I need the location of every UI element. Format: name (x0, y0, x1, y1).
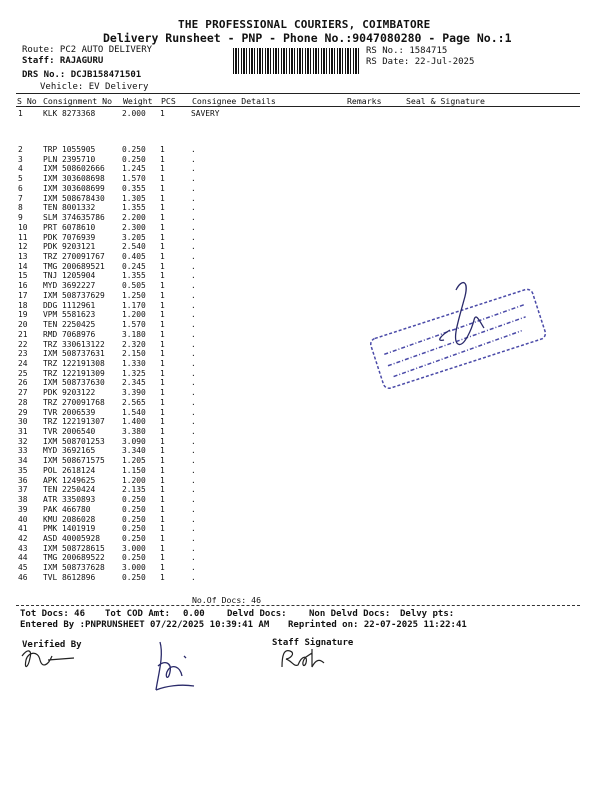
tot-cod-amount: 0.00 (183, 609, 205, 619)
col-seal: Seal & Signature (406, 96, 485, 106)
cell-weight: 0.505 (122, 281, 146, 291)
cell-cons: PAK 466780 (43, 504, 91, 514)
barcode-image (233, 48, 359, 74)
cell-consignee: . (191, 174, 196, 184)
cell-sno: 9 (18, 213, 23, 223)
cell-weight: 0.245 (122, 261, 146, 271)
cell-cons: ASD 40005928 (43, 534, 101, 543)
cell-cons: TNJ 1205904 (43, 271, 96, 281)
cell-pcs: 1 (160, 290, 165, 300)
cell-consignee: . (191, 485, 196, 495)
cell-weight: 3.340 (122, 446, 146, 456)
cell-consignee: . (191, 495, 196, 505)
cell-weight: 3.380 (122, 427, 146, 437)
cell-weight: 1.570 (122, 320, 146, 330)
cell-consignee: . (191, 164, 196, 174)
rs-number: RS No.: 1584715 (366, 46, 448, 56)
cell-sno: 44 (18, 553, 28, 563)
cell-pcs: 1 (160, 475, 165, 485)
cell-sno: 22 (18, 339, 28, 349)
cell-weight: 0.250 (122, 572, 146, 582)
cell-weight: 2.150 (122, 349, 146, 359)
cell-pcs: 1 (160, 183, 165, 193)
cell-consignee: . (191, 514, 196, 524)
cell-weight: 1.170 (122, 300, 146, 310)
cell-sno: 19 (18, 310, 28, 320)
cell-consignee: . (191, 397, 196, 407)
cell-cons: PLN 2395710 (43, 154, 96, 164)
cell-weight: 2.320 (122, 339, 146, 349)
cell-consignee: . (191, 465, 196, 475)
cell-weight: 0.250 (122, 154, 146, 164)
cell-weight: 2.300 (122, 222, 146, 232)
cell-consignee: . (191, 417, 196, 427)
cell-cons: VPM 5581623 (43, 310, 96, 320)
cell-consignee: . (191, 524, 196, 534)
cell-cons: IXM 508728615 (43, 543, 105, 553)
cell-consignee: . (191, 553, 196, 563)
cell-weight: 1.150 (122, 465, 146, 475)
cell-cons: PDK 9203121 (43, 242, 96, 252)
cell-weight: 3.000 (122, 543, 146, 553)
delvd-docs: Delvd Docs: (227, 609, 287, 619)
cell-consignee: . (191, 329, 196, 339)
cell-cons: IXM 508737629 (43, 290, 105, 300)
cell-pcs: 1 (160, 388, 165, 398)
cell-consignee: . (191, 349, 196, 359)
cell-consignee: . (191, 339, 196, 349)
cell-weight: 1.355 (122, 203, 146, 213)
runsheet-subtitle: Delivery Runsheet - PNP - Phone No.:9047080280 - Page No.:1 (103, 31, 512, 45)
cell-cons: TEN 2250424 (43, 485, 96, 495)
cell-weight: 0.250 (122, 145, 146, 154)
cell-cons: PRT 6078610 (43, 222, 96, 232)
cell-sno: 46 (18, 572, 28, 582)
cell-cons: IXM 508671575 (43, 456, 105, 466)
cell-consignee: . (191, 534, 196, 543)
cell-consignee: . (191, 563, 196, 573)
cell-pcs: 1 (160, 222, 165, 232)
cell-weight: 3.000 (122, 563, 146, 573)
cell-cons: IXM 508737631 (43, 349, 105, 359)
cell-sno: 34 (18, 456, 28, 466)
cell-sno: 41 (18, 524, 28, 534)
cell-cons: TMG 200689522 (43, 553, 105, 563)
cell-consignee: . (191, 222, 196, 232)
cell-consignee: . (191, 154, 196, 164)
cell-weight: 3.090 (122, 436, 146, 446)
cell-cons: RMD 7068976 (43, 329, 96, 339)
cell-weight: 0.250 (122, 495, 146, 505)
cell-sno: 20 (18, 320, 28, 330)
cell-pcs: 1 (160, 164, 165, 174)
cell-pcs: 1 (160, 378, 165, 388)
cell-pcs: 1 (160, 339, 165, 349)
cell-weight: 0.250 (122, 504, 146, 514)
col-weight: Weight (123, 96, 153, 106)
cell-weight: 2.000 (122, 109, 146, 118)
cell-sno: 35 (18, 465, 28, 475)
cell-consignee: . (191, 310, 196, 320)
cell-consignee: . (191, 183, 196, 193)
cell-pcs: 1 (160, 572, 165, 582)
cell-weight: 0.250 (122, 534, 146, 543)
cell-sno: 7 (18, 193, 23, 203)
cell-pcs: 1 (160, 397, 165, 407)
cell-sno: 40 (18, 514, 28, 524)
cell-sno: 42 (18, 534, 28, 543)
cell-sno: 16 (18, 281, 28, 291)
cell-pcs: 1 (160, 553, 165, 563)
cell-consignee: . (191, 290, 196, 300)
cell-sno: 24 (18, 358, 28, 368)
cell-pcs: 1 (160, 504, 165, 514)
staff-signature-label: Staff Signature (272, 638, 354, 648)
cell-consignee: . (191, 213, 196, 223)
cell-cons: TRZ 270091767 (43, 251, 105, 261)
cell-weight: 0.355 (122, 183, 146, 193)
cell-sno: 3 (18, 154, 23, 164)
cell-weight: 1.570 (122, 174, 146, 184)
cell-cons: TVL 8612896 (43, 572, 96, 582)
cell-weight: 1.325 (122, 368, 146, 378)
cell-weight: 1.400 (122, 417, 146, 427)
cell-cons: TRZ 330613122 (43, 339, 105, 349)
cell-pcs: 1 (160, 407, 165, 417)
cell-pcs: 1 (160, 349, 165, 359)
cell-weight: 0.405 (122, 251, 146, 261)
cell-consignee: . (191, 358, 196, 368)
cell-sno: 8 (18, 203, 23, 213)
cell-pcs: 1 (160, 154, 165, 164)
cell-pcs: 1 (160, 358, 165, 368)
no-of-docs: No.Of Docs: 46 (192, 595, 262, 605)
cell-weight: 1.205 (122, 456, 146, 466)
cell-pcs: 1 (160, 174, 165, 184)
cell-weight: 0.250 (122, 553, 146, 563)
cell-sno: 39 (18, 504, 28, 514)
cell-pcs: 1 (160, 242, 165, 252)
cell-sno: 11 (18, 232, 28, 242)
vehicle-text: Vehicle: EV Delivery (40, 82, 149, 92)
cell-weight: 1.245 (122, 164, 146, 174)
cell-pcs: 1 (160, 300, 165, 310)
cell-cons: APK 1249625 (43, 475, 96, 485)
delivery-stamp (360, 270, 560, 400)
cell-pcs: 1 (160, 281, 165, 291)
cell-pcs: 1 (160, 368, 165, 378)
cell-pcs: 1 (160, 310, 165, 320)
cell-consignee: . (191, 407, 196, 417)
cell-weight: 1.540 (122, 407, 146, 417)
cell-weight: 2.200 (122, 213, 146, 223)
cell-sno: 5 (18, 174, 23, 184)
cell-cons: IXM 508737628 (43, 563, 105, 573)
footer-rule (16, 605, 580, 606)
cell-sno: 29 (18, 407, 28, 417)
cell-sno: 25 (18, 368, 28, 378)
col-sno: S No (17, 96, 37, 106)
cell-cons: DDG 1112961 (43, 300, 96, 310)
header-bottom-rule (16, 106, 580, 107)
cell-weight: 2.540 (122, 242, 146, 252)
rs-date: RS Date: 22-Jul-2025 (366, 57, 475, 67)
cell-consignee: . (191, 300, 196, 310)
cell-cons: IXM 303608699 (43, 183, 105, 193)
cell-consignee: . (191, 145, 196, 154)
tot-cod-label: Tot COD Amt: (105, 609, 171, 619)
cell-weight: 1.330 (122, 358, 146, 368)
cell-cons: TRZ 270091768 (43, 397, 105, 407)
cell-pcs: 1 (160, 193, 165, 203)
cell-pcs: 1 (160, 251, 165, 261)
entered-by: Entered By :PNPRUNSHEET 07/22/2025 10:39:41 AM (20, 620, 270, 630)
cell-weight: 1.200 (122, 310, 146, 320)
cell-sno: 43 (18, 543, 28, 553)
cell-cons: IXM 508737630 (43, 378, 105, 388)
cell-cons: KLK 8273368 (43, 109, 96, 118)
col-consignee: Consignee Details (192, 96, 276, 106)
cell-pcs: 1 (160, 417, 165, 427)
cell-cons: PDK 9203122 (43, 388, 96, 398)
cell-cons: TRP 1055905 (43, 145, 96, 154)
cell-pcs: 1 (160, 514, 165, 524)
cell-consignee: . (191, 436, 196, 446)
cell-pcs: 1 (160, 446, 165, 456)
verified-signature (18, 646, 78, 676)
cell-consignee: . (191, 388, 196, 398)
cell-sno: 30 (18, 417, 28, 427)
cell-consignee: . (191, 572, 196, 582)
cell-cons: ATR 3350893 (43, 495, 96, 505)
cell-pcs: 1 (160, 495, 165, 505)
middle-signature (150, 636, 200, 694)
cell-pcs: 1 (160, 261, 165, 271)
cell-pcs: 1 (160, 109, 165, 118)
cell-cons: IXM 508678430 (43, 193, 105, 203)
cell-sno: 38 (18, 495, 28, 505)
staff-signature (278, 645, 328, 671)
cell-cons: TRZ 122191309 (43, 368, 105, 378)
cell-weight: 1.305 (122, 193, 146, 203)
cell-consignee: . (191, 271, 196, 281)
cell-weight: 2.345 (122, 378, 146, 388)
cell-sno: 45 (18, 563, 28, 573)
cell-weight: 0.250 (122, 524, 146, 534)
cell-pcs: 1 (160, 543, 165, 553)
cell-weight: 1.200 (122, 475, 146, 485)
cell-sno: 28 (18, 397, 28, 407)
cell-cons: PMK 1401919 (43, 524, 96, 534)
cell-sno: 10 (18, 222, 28, 232)
cell-cons: SLM 374635786 (43, 213, 105, 223)
cell-sno: 33 (18, 446, 28, 456)
tot-docs: Tot Docs: 46 (20, 609, 86, 619)
cell-consignee: . (191, 456, 196, 466)
cell-cons: TEN 8001332 (43, 203, 96, 213)
cell-sno: 15 (18, 271, 28, 281)
cell-sno: 18 (18, 300, 28, 310)
cell-consignee: . (191, 427, 196, 437)
col-consignment: Consignment No (43, 96, 113, 106)
cell-sno: 4 (18, 164, 23, 174)
cell-consignee: . (191, 320, 196, 330)
cell-consignee: . (191, 203, 196, 213)
cell-pcs: 1 (160, 465, 165, 475)
cell-sno: 23 (18, 349, 28, 359)
col-pcs: PCS (161, 96, 176, 106)
cell-weight: 3.205 (122, 232, 146, 242)
cell-consignee: . (191, 504, 196, 514)
cell-consignee: . (191, 543, 196, 553)
cell-pcs: 1 (160, 329, 165, 339)
cell-weight: 0.250 (122, 514, 146, 524)
cell-cons: POL 2618124 (43, 465, 96, 475)
cell-cons: KMU 2086028 (43, 514, 96, 524)
cell-consignee: SAVERY (191, 109, 220, 118)
cell-weight: 3.390 (122, 388, 146, 398)
cell-sno: 12 (18, 242, 28, 252)
cell-weight: 2.135 (122, 485, 146, 495)
cell-cons: TRZ 122191308 (43, 358, 105, 368)
cell-pcs: 1 (160, 456, 165, 466)
cell-sno: 21 (18, 329, 28, 339)
cell-weight: 1.250 (122, 290, 146, 300)
cell-cons: TRZ 122191307 (43, 417, 105, 427)
cell-sno: 6 (18, 183, 23, 193)
cell-consignee: . (191, 281, 196, 291)
cell-pcs: 1 (160, 203, 165, 213)
cell-sno: 37 (18, 485, 28, 495)
cell-weight: 1.355 (122, 271, 146, 281)
cell-weight: 2.565 (122, 397, 146, 407)
cell-consignee: . (191, 378, 196, 388)
cell-consignee: . (191, 475, 196, 485)
cell-cons: TVR 2006539 (43, 407, 96, 417)
cell-consignee: . (191, 446, 196, 456)
cell-sno: 14 (18, 261, 28, 271)
cell-cons: IXM 508701253 (43, 436, 105, 446)
cell-sno: 31 (18, 427, 28, 437)
cell-sno: 27 (18, 388, 28, 398)
cell-pcs: 1 (160, 534, 165, 543)
cell-sno: 13 (18, 251, 28, 261)
cell-cons: TEN 2250425 (43, 320, 96, 330)
cell-pcs: 1 (160, 485, 165, 495)
cell-consignee: . (191, 193, 196, 203)
cell-consignee: . (191, 232, 196, 242)
non-delvd-docs: Non Delvd Docs: (309, 609, 391, 619)
cell-sno: 1 (18, 109, 23, 118)
cell-pcs: 1 (160, 524, 165, 534)
cell-sno: 32 (18, 436, 28, 446)
col-remarks: Remarks (347, 96, 382, 106)
drs-number: DRS No.: DCJB158471501 (22, 70, 142, 80)
staff-text: Staff: RAJAGURU (22, 56, 104, 66)
cell-pcs: 1 (160, 145, 165, 154)
cell-sno: 36 (18, 475, 28, 485)
header-top-rule (16, 93, 580, 94)
delvy-pts: Delvy pts: (400, 609, 455, 619)
route-text: Route: PC2 AUTO DELIVERY (22, 45, 153, 55)
verified-by-label: Verified By (22, 640, 82, 650)
cell-consignee: . (191, 242, 196, 252)
cell-pcs: 1 (160, 436, 165, 446)
cell-weight: 3.180 (122, 329, 146, 339)
cell-cons: PDK 7076939 (43, 232, 96, 242)
cell-pcs: 1 (160, 427, 165, 437)
cell-consignee: . (191, 368, 196, 378)
reprinted-on: Reprinted on: 22-07-2025 11:22:41 (288, 620, 467, 630)
cell-cons: TVR 2006540 (43, 427, 96, 437)
cell-pcs: 1 (160, 320, 165, 330)
cell-consignee: . (191, 261, 196, 271)
cell-pcs: 1 (160, 563, 165, 573)
cell-sno: 2 (18, 145, 23, 154)
company-title: THE PROFESSIONAL COURIERS, COIMBATORE (178, 18, 431, 31)
cell-sno: 17 (18, 290, 28, 300)
cell-pcs: 1 (160, 271, 165, 281)
cell-pcs: 1 (160, 213, 165, 223)
cell-cons: MYD 3692165 (43, 446, 96, 456)
cell-consignee: . (191, 251, 196, 261)
cell-cons: MYD 3692227 (43, 281, 96, 291)
cell-cons: IXM 303608698 (43, 174, 105, 184)
cell-cons: TMG 200689521 (43, 261, 105, 271)
cell-sno: 26 (18, 378, 28, 388)
cell-pcs: 1 (160, 232, 165, 242)
cell-cons: IXM 508602666 (43, 164, 105, 174)
